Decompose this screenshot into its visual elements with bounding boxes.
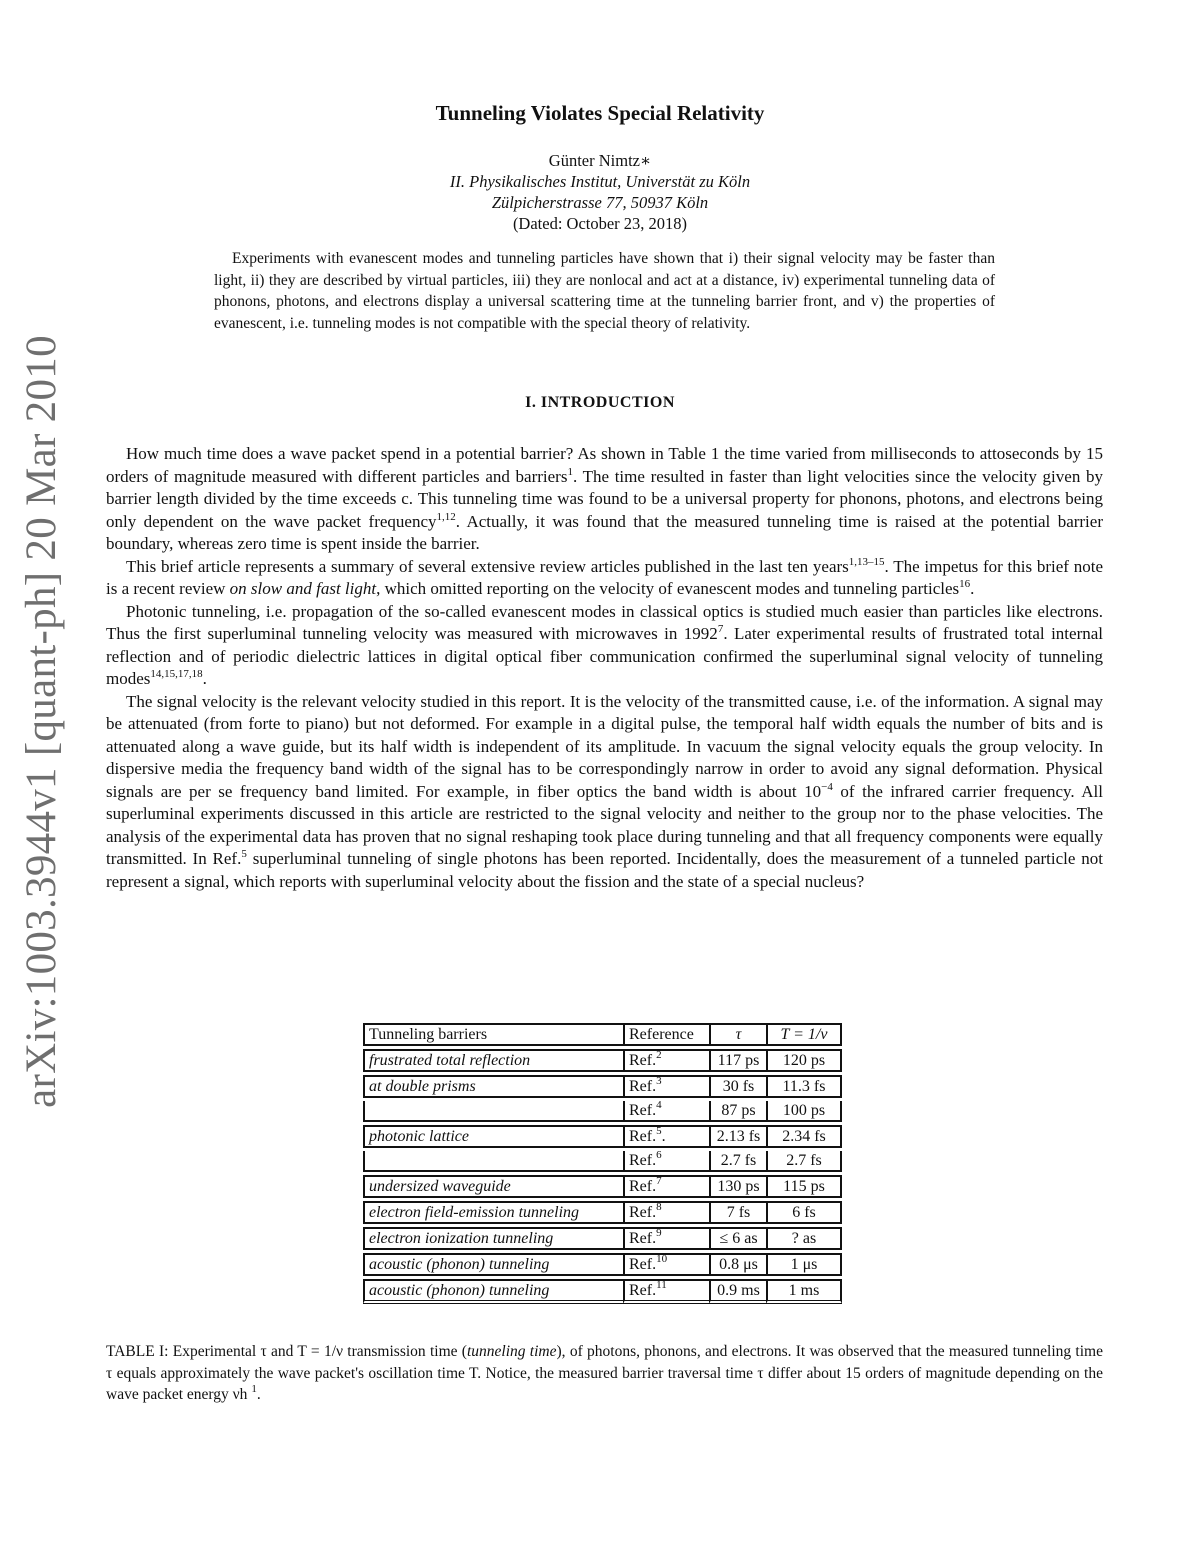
cell-tau: 30 fs bbox=[709, 1075, 766, 1098]
ref-label: Ref. bbox=[629, 1178, 657, 1195]
table-row bbox=[363, 1125, 842, 1148]
cell-barrier: undersized waveguide bbox=[363, 1175, 623, 1198]
cell-reference bbox=[623, 1279, 709, 1304]
citation: 16 bbox=[959, 578, 971, 590]
cell-tau: 2.7 fs bbox=[709, 1151, 766, 1172]
table-row bbox=[363, 1075, 842, 1098]
cell-reference bbox=[623, 1201, 709, 1224]
ref-number: 10 bbox=[656, 1253, 668, 1265]
text-run: of the infrared carrier frequency. All superluminal experiments discussed in this article are restricted to the signal velocity and neither to the group nor to the phase velocities. The analysis of the experimental data has proven that no signal reshaping took place during tunneling and that all frequency components were equally transmitted. In Ref. bbox=[106, 781, 1103, 868]
cell-period: 11.3 fs bbox=[766, 1075, 842, 1098]
cell-period: ? as bbox=[766, 1227, 842, 1250]
text-run: The signal velocity is the relevant velocity studied in this report. It is the velocity of the transmitted cause, i.e. of the information. A signal may be attenuated (from forte to piano) but not deformed. For example in a digital pulse, the temporal half width equals the number of bits and is attenuated along a wave guide, but its half width is independent of its amplitude. In vacuum the signal velocity equals the group velocity. In dispersive media the frequency band width of the signal has to be correspondingly narrow in order to avoid any signal deformation. Physical signals are per se frequency band limited. For example, in fiber optics the band width is about 10 bbox=[106, 691, 1103, 801]
cell-barrier: at double prisms bbox=[363, 1075, 623, 1098]
text-run: , which omitted reporting on the velocity of evanescent modes and tunneling particles bbox=[376, 579, 960, 598]
text-run: . The time resulted in faster than light velocities since the velocity given by barrier length divided by the time exceeds c. This tunneling time was found to be a universal property for phonons, photons, and electrons being only dependent on the wave packet frequency bbox=[106, 466, 1103, 531]
arxiv-identifier: arXiv:1003.3944v1 [quant-ph] 20 Mar 2010 bbox=[18, 334, 66, 1108]
table-caption bbox=[106, 1341, 1103, 1406]
cell-reference bbox=[623, 1151, 709, 1172]
affiliation-institute: II. Physikalisches Institut, Universtät zu Köln bbox=[449, 172, 751, 191]
citation: 1 bbox=[251, 1383, 257, 1395]
ref-label: Ref. bbox=[629, 1052, 657, 1069]
ref-number: 7 bbox=[656, 1175, 662, 1187]
cell-tau: 7 fs bbox=[709, 1201, 766, 1224]
cell-period: 2.34 fs bbox=[766, 1125, 842, 1148]
ref-label: Ref. bbox=[629, 1230, 657, 1247]
cell-period: 1 μs bbox=[766, 1253, 842, 1276]
text-run: . bbox=[202, 669, 207, 688]
text-run: This brief article represents a summary of several extensive review articles published in the last ten years bbox=[126, 556, 849, 576]
cell-reference bbox=[623, 1101, 709, 1122]
emphasis: tunneling time bbox=[466, 1343, 557, 1360]
ref-number: 3 bbox=[656, 1075, 662, 1087]
ref-tail: . bbox=[661, 1128, 666, 1145]
body-text bbox=[106, 443, 1103, 893]
text-run: . bbox=[256, 1386, 261, 1403]
affiliation-address: Zülpicherstrasse 77, 50937 Köln bbox=[491, 193, 709, 212]
cell-period: 120 ps bbox=[766, 1049, 842, 1072]
paragraph-4 bbox=[106, 691, 1103, 894]
citation: 14,15,17,18 bbox=[150, 668, 203, 680]
header-tau: τ bbox=[709, 1023, 766, 1046]
cell-barrier bbox=[363, 1151, 623, 1172]
cell-period: 2.7 fs bbox=[766, 1151, 842, 1172]
section-heading: I. INTRODUCTION bbox=[525, 394, 675, 411]
exponent: −4 bbox=[821, 780, 833, 793]
cell-barrier: electron field-emission tunneling bbox=[363, 1201, 623, 1224]
header-period: T = 1/ν bbox=[766, 1023, 842, 1046]
cell-tau: 130 ps bbox=[709, 1175, 766, 1198]
arxiv-side-label bbox=[4, 334, 79, 1108]
cell-tau: 2.13 fs bbox=[709, 1125, 766, 1148]
ref-label: Ref. bbox=[629, 1204, 657, 1221]
ref-label: Ref. bbox=[629, 1256, 657, 1273]
author-block bbox=[0, 150, 1200, 234]
ref-label: Ref. bbox=[629, 1078, 657, 1095]
cell-period: 100 ps bbox=[766, 1101, 842, 1122]
cell-barrier: photonic lattice bbox=[363, 1125, 623, 1148]
cell-tau: 0.9 ms bbox=[709, 1279, 766, 1304]
cell-barrier: acoustic (phonon) tunneling bbox=[363, 1279, 623, 1304]
text-run: . bbox=[970, 579, 975, 598]
text-run: Photonic tunneling, i.e. propagation of the so-called evanescent modes in classical optics is studied much easier than particles like electrons. Thus the first superluminal tunneling velocity was measured with microwaves in 1992 bbox=[106, 601, 1103, 643]
header-reference: Reference bbox=[623, 1023, 709, 1046]
dated-line: (Dated: October 23, 2018) bbox=[512, 214, 688, 233]
ref-number: 8 bbox=[656, 1201, 662, 1213]
ref-number: 5 bbox=[656, 1125, 662, 1137]
cell-reference bbox=[623, 1175, 709, 1198]
citation: 1 bbox=[567, 465, 573, 478]
table-row bbox=[363, 1175, 842, 1198]
cell-reference bbox=[623, 1253, 709, 1276]
cell-reference bbox=[623, 1227, 709, 1250]
ref-label: Ref. bbox=[629, 1152, 657, 1169]
ref-number: 4 bbox=[656, 1099, 662, 1111]
emphasis: on slow and fast light bbox=[229, 579, 377, 598]
header-barrier: Tunneling barriers bbox=[363, 1023, 623, 1046]
table-row bbox=[363, 1151, 842, 1172]
table-row bbox=[363, 1279, 842, 1304]
cell-barrier: electron ionization tunneling bbox=[363, 1227, 623, 1250]
citation: 7 bbox=[717, 623, 724, 635]
ref-label: Ref. bbox=[629, 1128, 657, 1145]
paper-title: Tunneling Violates Special Relativity bbox=[435, 101, 765, 125]
cell-period: 115 ps bbox=[766, 1175, 842, 1198]
table-row bbox=[363, 1201, 842, 1224]
cell-tau: ≤ 6 as bbox=[709, 1227, 766, 1250]
text-run: . Actually, it was found that the measured tunneling time is raised at the potential barrier boundary, whereas zero time is spent inside the barrier. bbox=[106, 511, 1103, 553]
ref-label: Ref. bbox=[629, 1282, 657, 1299]
ref-number: 11 bbox=[656, 1279, 667, 1291]
cell-barrier: acoustic (phonon) tunneling bbox=[363, 1253, 623, 1276]
cell-tau: 87 ps bbox=[709, 1101, 766, 1122]
cell-reference bbox=[623, 1049, 709, 1072]
cell-reference bbox=[623, 1075, 709, 1098]
author-name: Günter Nimtz∗ bbox=[548, 151, 652, 170]
cell-tau: 117 ps bbox=[709, 1049, 766, 1072]
ref-number: 2 bbox=[656, 1049, 662, 1061]
cell-period: 6 fs bbox=[766, 1201, 842, 1224]
ref-label: Ref. bbox=[629, 1102, 657, 1119]
text-run: TABLE I: Experimental τ and T = 1/ν transmission time ( bbox=[106, 1343, 467, 1360]
cell-period: 1 ms bbox=[766, 1279, 842, 1304]
text-run: ), of photons, phonons, and electrons. It was observed that the measured tunneling time τ equals approximately the wave packet's oscillation time T. Notice, the measured barrier traversal time τ differ about 15 orders of magnitude depending on the wave packet energy νh bbox=[106, 1343, 1103, 1403]
paragraph-1 bbox=[106, 443, 1103, 556]
table-row bbox=[363, 1049, 842, 1072]
cell-barrier: frustrated total reflection bbox=[363, 1049, 623, 1072]
text-run: superluminal tunneling of single photons has been reported. Incidentally, does the measurement of a tunneled particle not represent a signal, which reports with superluminal velocity about the fission and the state of a special nucleus? bbox=[106, 849, 1103, 891]
cell-barrier bbox=[363, 1101, 623, 1122]
citation: 5 bbox=[241, 848, 247, 860]
paragraph-3 bbox=[106, 601, 1103, 691]
abstract-text: Experiments with evanescent modes and tunneling particles have shown that i) their signal velocity may be faster than light, ii) they are described by virtual particles, iii) they are nonlocal and act at a distance, iv) experimental tunneling data of phonons, photons, and electrons display a universal scattering time at the tunneling barrier front, and v) the properties of evanescent, i.e. tunneling modes is not compatible with the special theory of relativity. bbox=[214, 250, 995, 332]
ref-number: 9 bbox=[656, 1227, 662, 1239]
text-run: . Later experimental results of frustrated total internal reflection and of periodic dielectric lattices in digital optical fiber communication confirmed the superluminal signal velocity of tunneling modes bbox=[106, 624, 1104, 688]
cell-tau: 0.8 μs bbox=[709, 1253, 766, 1276]
table-row bbox=[363, 1227, 842, 1250]
table-header-row bbox=[363, 1023, 842, 1046]
citation: 1,12 bbox=[436, 510, 456, 523]
table-row bbox=[363, 1253, 842, 1276]
paragraph-2 bbox=[106, 556, 1103, 601]
citation: 1,13–15 bbox=[848, 555, 885, 568]
tunneling-table bbox=[363, 1020, 842, 1307]
abstract bbox=[214, 248, 995, 334]
table-row bbox=[363, 1101, 842, 1122]
cell-reference bbox=[623, 1125, 709, 1148]
ref-number: 6 bbox=[656, 1149, 662, 1161]
text-run: . The impetus for this brief note is a recent review bbox=[106, 556, 1103, 598]
text-run: How much time does a wave packet spend in a potential barrier? As shown in Table 1 the time varied from milliseconds to attoseconds by 15 orders of magnitude measured with different particles and barriers bbox=[106, 444, 1103, 486]
